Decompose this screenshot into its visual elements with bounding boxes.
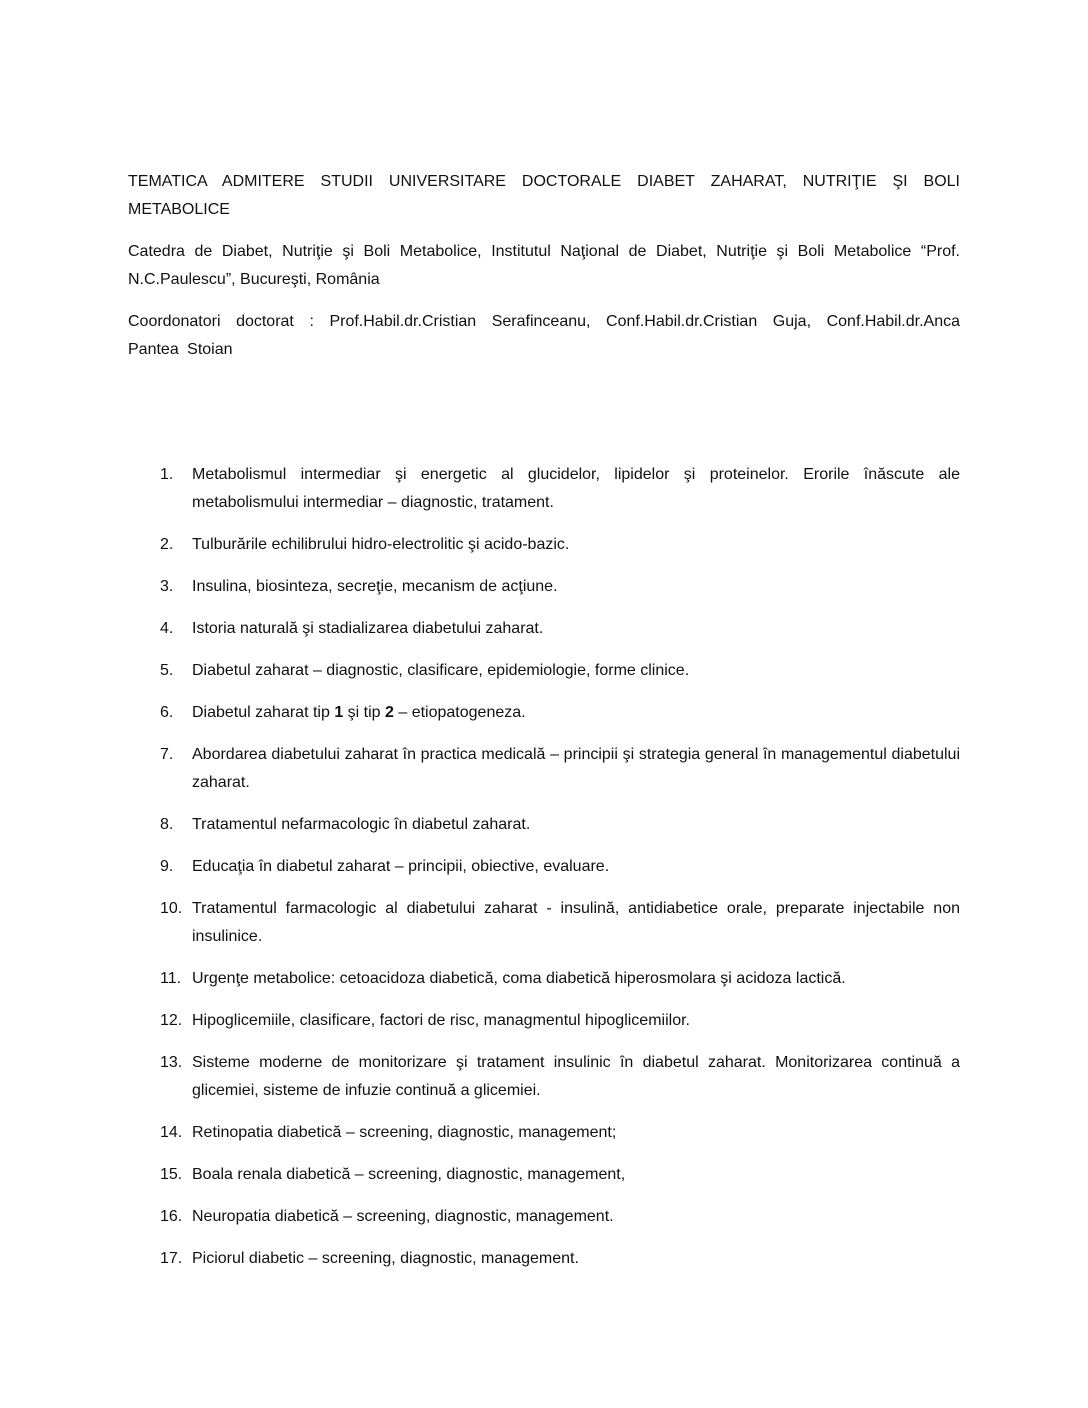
list-item-text-part: Diabetul zaharat tip (192, 704, 335, 721)
list-item-text-part: – etiopatogeneza. (393, 704, 526, 721)
list-item-number: 14. (160, 1124, 183, 1141)
list-item-number: 4. (160, 620, 174, 637)
list-item-text: Diabetul zaharat – diagnostic, clasificare, epidemiologie, forme clinice. (192, 662, 690, 679)
list-item-number: 1. (160, 466, 174, 483)
list-item (128, 741, 960, 797)
list-item-text-part: 1 (334, 704, 344, 721)
list-item-text: Retinopatia diabetică – screening, diagnostic, management; (192, 1124, 617, 1141)
list-item-number: 13. (160, 1054, 183, 1071)
list-item (128, 1049, 960, 1105)
list-item-number: 11. (160, 970, 182, 987)
department-info: Catedra de Diabet, Nutriţie şi Boli Metabolice, Institutul Naţional de Diabet, Nutriţie şi Boli Metabolice “Prof. N.C.Paulescu”, Bucureşti, România (128, 243, 960, 288)
list-item-number: 16. (160, 1208, 183, 1225)
list-item (128, 573, 960, 601)
list-item-number: 5. (160, 662, 174, 679)
list-item-text: Insulina, biosinteza, secreţie, mecanism de acţiune. (192, 578, 558, 595)
list-item (128, 853, 960, 881)
list-item-text: Educaţia în diabetul zaharat – principii, obiective, evaluare. (192, 858, 610, 875)
coordinators: Coordonatori doctorat : Prof.Habil.dr.Cristian Serafinceanu, Conf.Habil.dr.Cristian Guja, Conf.Habil.dr.Anca Pantea Stoian (128, 313, 960, 358)
list-item-text: Piciorul diabetic – screening, diagnostic, management. (192, 1250, 579, 1267)
list-item-text: Sisteme moderne de monitorizare şi tratament insulinic în diabetul zaharat. Monitorizarea continuă a glicemiei, sisteme de infuzie continuă a glicemiei. (192, 1054, 960, 1099)
list-item-text-part: 2 (385, 704, 394, 721)
list-item-number: 6. (160, 704, 174, 721)
list-item-text: Metabolismul intermediar şi energetic al glucidelor, lipidelor şi proteinelor. Erorile înăscute ale metabolismului intermediar – diagnostic, tratament. (192, 466, 960, 511)
list-item-number: 10. (160, 900, 183, 917)
list-item-number: 15. (160, 1166, 183, 1183)
list-item-text: Abordarea diabetului zaharat în practica medicală – principii şi strategia general în managementul diabetului zaharat. (192, 746, 960, 791)
list-item (128, 965, 960, 993)
list-item-text-part: şi tip (343, 704, 386, 721)
list-item (128, 1245, 960, 1273)
list-item (128, 1119, 960, 1147)
list-item-number: 2. (160, 536, 174, 553)
document-header (128, 168, 960, 378)
list-item-text: Neuropatia diabetică – screening, diagnostic, management. (192, 1208, 614, 1225)
list-item-number: 9. (160, 858, 174, 875)
topics-list (128, 461, 960, 1287)
list-item-text: Hipoglicemiile, clasificare, factori de risc, managmentul hipoglicemiilor. (192, 1012, 690, 1029)
list-item-number: 7. (160, 746, 174, 763)
list-item-text: Istoria naturală şi stadializarea diabetului zaharat. (192, 620, 544, 637)
list-item (128, 895, 960, 951)
list-item (128, 699, 960, 727)
list-item (128, 1007, 960, 1035)
list-item-text: Boala renala diabetică – screening, diagnostic, management, (192, 1166, 626, 1183)
list-item-number: 8. (160, 816, 174, 833)
list-item (128, 1203, 960, 1231)
list-item (128, 811, 960, 839)
list-item (128, 657, 960, 685)
list-item (128, 531, 960, 559)
list-item-text: Tratamentul farmacologic al diabetului zaharat - insulină, antidiabetice orale, preparate injectabile non insulinice. (192, 900, 960, 945)
document-title: TEMATICA ADMITERE STUDII UNIVERSITARE DOCTORALE DIABET ZAHARAT, NUTRIŢIE ŞI BOLI METABOLICE (128, 173, 960, 218)
list-item (128, 1161, 960, 1189)
list-item-text: Urgenţe metabolice: cetoacidoza diabetică, coma diabetică hiperosmolara şi acidoza lactică. (192, 970, 846, 987)
list-item-text: Tulburările echilibrului hidro-electrolitic şi acido-bazic. (192, 536, 570, 553)
list-item-number: 17. (160, 1250, 183, 1267)
list-item-text: Tratamentul nefarmacologic în diabetul zaharat. (192, 816, 531, 833)
list-item (128, 461, 960, 517)
list-item-number: 12. (160, 1012, 183, 1029)
list-item (128, 615, 960, 643)
list-item-number: 3. (160, 578, 174, 595)
